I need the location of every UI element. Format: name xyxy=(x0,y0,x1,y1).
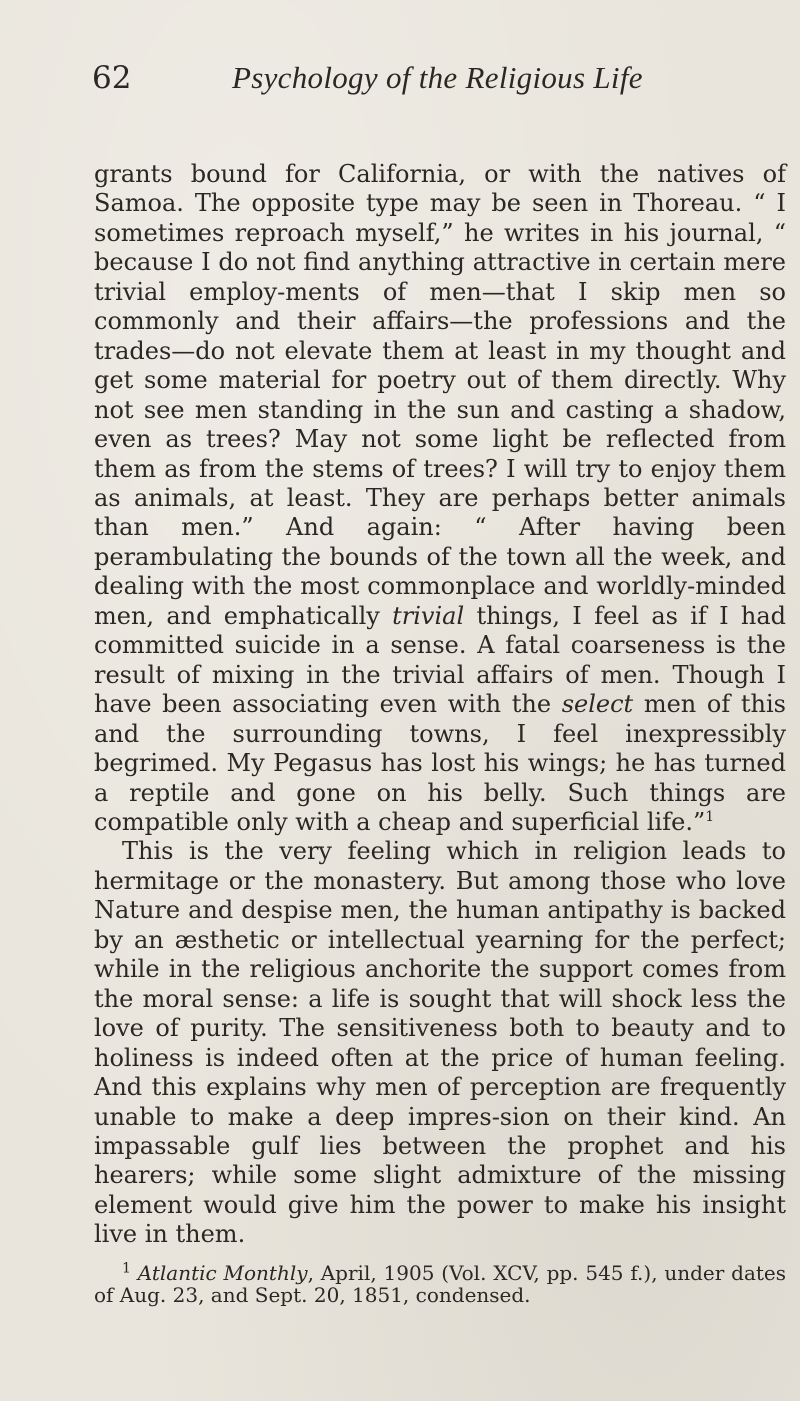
body-text xyxy=(94,160,786,1250)
paragraph-text: men of this and the surrounding towns, I feel inexpressibly begrimed. My Pegasus has lost his wings; he has turned a reptile and gone on his belly. Such things are compatible only with a cheap and superficial life.” xyxy=(94,690,787,836)
paragraph-text: things, I feel as if I had committed suicide in a sense. A fatal coarseness is the result of mixing in the trivial affairs of men. Though I have been associating even with the xyxy=(94,601,786,719)
paragraph-hermitage: This is the very feeling which in religion leads to hermitage or the monastery. But among those who love Nature and despise men, the human antipathy is backed by an æsthetic or intellectual yearning for the perfect; while in the religious anchorite the support comes from the moral sense: a life is sought that will shock less the love of purity. The sensitiveness both to beauty and to holiness is indeed often at the price of human feeling. And this explains why men of perception are frequently unable to make a deep impres-sion on their kind. An impassable gulf lies between the prophet and his hearers; while some slight admixture of the missing element would give him the power to make his insight live in them. xyxy=(94,837,786,1249)
page-number: 62 xyxy=(92,60,132,96)
italic-word-select: select xyxy=(561,690,634,719)
footnote-text: , April, 1905 (Vol. XCV, pp. 545 f.), under dates of Aug. 23, and Sept. 20, 1851, condensed. xyxy=(94,1261,787,1307)
running-title: Psychology of the Religious Life xyxy=(232,60,643,95)
footnote-source: Atlantic Monthly xyxy=(137,1261,308,1285)
italic-word-trivial: trivial xyxy=(392,601,465,630)
footnote-reference: 1 xyxy=(705,808,715,825)
page-header xyxy=(92,60,730,106)
paragraph-thoreau-quote xyxy=(94,160,786,837)
footnote-marker: 1 xyxy=(122,1260,131,1277)
footnote xyxy=(94,1262,786,1306)
paragraph-text: grants bound for California, or with the natives of Samoa. The opposite type may be seen in Thoreau. “ I sometimes reproach myself,” he writes in his journal, “ because I do not find anything attractive in certain mere trivial employ-ments of men—that I skip men so commonly and their affairs—the professions and the trades—do not elevate them at least in my thought and get some material for poetry out of them directly. Why not see men standing in the sun and casting a shadow, even as trees? May not some light be reflected from them as from the stems of trees? I will try to enjoy them as animals, at least. They are perhaps better animals than men.” And again: “ After having been perambulating the bounds of the town all the week, and dealing with the most commonplace and worldly-minded men, and emphatically xyxy=(94,160,786,630)
